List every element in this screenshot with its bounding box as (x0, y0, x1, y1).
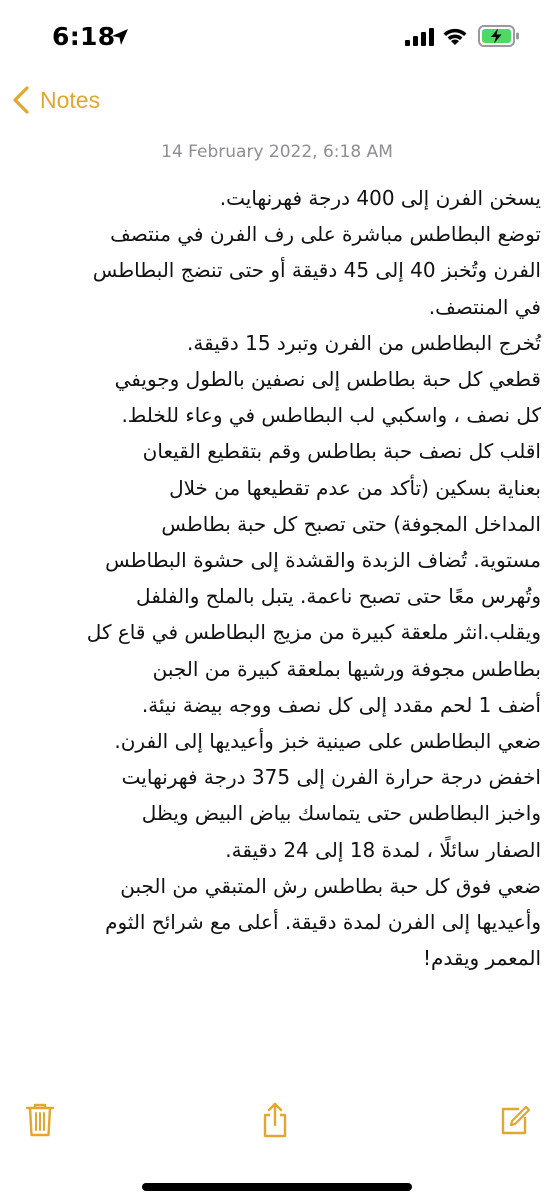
wifi-icon (442, 26, 468, 46)
note-line: وتُهرس معًا حتى تصبح ناعمة. يتبل بالملح والفلفل (136, 584, 541, 609)
note-line: واخبز البطاطس حتى يتماسك بياض البيض ويظل (141, 801, 541, 826)
compose-note-button[interactable] (497, 1100, 533, 1140)
note-body[interactable] (14, 180, 541, 976)
home-indicator (142, 1183, 412, 1191)
navigation-bar (0, 78, 554, 122)
share-icon (260, 1101, 290, 1139)
back-label: Notes (40, 86, 101, 113)
note-line: المداخل المجوفة) حتى تصبح كل حبة بطاطس (161, 511, 541, 536)
note-line: وأعيديها إلى الفرن لمدة دقيقة. أعلى مع شرائح الثوم (105, 910, 541, 935)
back-button[interactable] (12, 78, 100, 122)
note-line: ويقلب.انثر ملعقة كبيرة من مزيج البطاطس في قاع كل (86, 620, 541, 645)
note-line: الفرن وتُخبز 40 إلى 45 دقيقة أو حتى تنضج البطاطس (92, 258, 541, 283)
note-line: أضف 1 لحم مقدد إلى كل نصف ووجه بيضة نيئة. (141, 692, 541, 717)
note-line: بعناية بسكين (تأكد من عدم تقطيعها من خلال (169, 475, 541, 500)
note-date: 14 February 2022, 6:18 AM (161, 142, 393, 162)
trash-icon (25, 1102, 55, 1138)
cellular-signal-icon (405, 28, 435, 46)
delete-note-button[interactable] (22, 1100, 58, 1140)
note-line: في المنتصف. (428, 294, 541, 319)
note-line: ضعي البطاطس على صينية خبز وأعيديها إلى الفرن. (114, 729, 541, 754)
note-line: اخفض درجة حرارة الفرن إلى 375 درجة فهرنهايت (121, 765, 541, 790)
battery-charging-icon (478, 25, 520, 47)
status-time: 6:18 (52, 22, 116, 51)
chevron-left-icon (12, 86, 30, 114)
bottom-toolbar (0, 1092, 554, 1148)
note-line: اقلب كل نصف حبة بطاطس وقم بتقطيع القيعان (142, 439, 541, 464)
note-line: تُخرج البطاطس من الفرن وتبرد 15 دقيقة. (187, 330, 541, 355)
note-line: كل نصف ، واسكبي لب البطاطس في وعاء للخلط. (121, 403, 541, 428)
share-button[interactable] (257, 1100, 293, 1140)
compose-icon (499, 1103, 531, 1137)
location-arrow-icon (110, 27, 130, 47)
note-line: الصفار سائلًا ، لمدة 18 إلى 24 دقيقة. (225, 837, 541, 862)
note-line: يسخن الفرن إلى 400 درجة فهرنهايت. (219, 186, 541, 210)
status-bar (0, 0, 554, 72)
note-line: قطعي كل حبة بطاطس إلى نصفين بالطول وجويفي (114, 367, 541, 392)
note-line: مستوية. تُضاف الزبدة والقشدة إلى حشوة البطاطس (105, 548, 541, 573)
note-line: ضعي فوق كل حبة بطاطس رش المتبقي من الجبن (120, 873, 541, 898)
note-line: المعمر ويقدم! (422, 946, 541, 971)
note-line: توضع البطاطس مباشرة على رف الفرن في منتصف (110, 222, 541, 247)
note-line: بطاطس مجوفة ورشيها بملعقة كبيرة من الجبن (152, 656, 541, 681)
